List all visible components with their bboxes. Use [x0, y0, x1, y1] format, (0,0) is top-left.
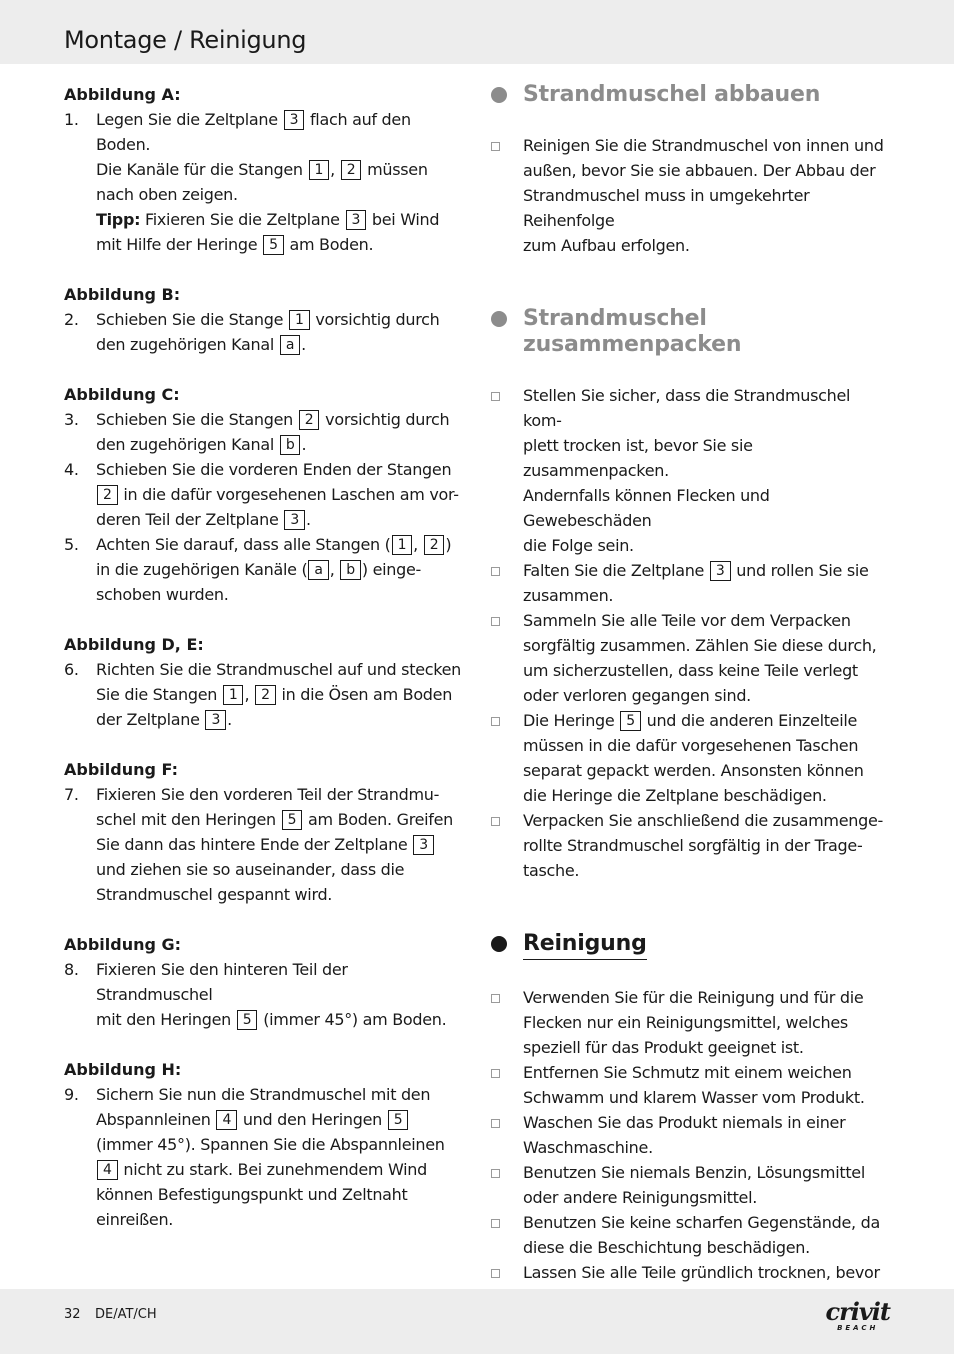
part-ref-box: 2: [255, 685, 276, 705]
text-run: .: [227, 710, 232, 729]
instruction-line: [64, 1107, 466, 1132]
text-run: rollte Strandmuschel sorgfältig in der Trage-: [523, 836, 863, 855]
text-run: deren Teil der Zeltplane: [96, 510, 284, 529]
right-section: [491, 306, 893, 883]
text-run: Falten Sie die Zeltplane: [523, 561, 709, 580]
text-run: Schieben Sie die vorderen Enden der Stangen: [96, 460, 452, 479]
title-line: Reinigung: [523, 931, 647, 956]
list-item: [491, 383, 893, 558]
page-number: 32: [64, 1307, 81, 1322]
list-item-line: [523, 1110, 893, 1135]
part-ref-box: 2: [299, 410, 320, 430]
section-heading: Abbildung B:: [64, 285, 181, 304]
instruction-line: [64, 207, 466, 232]
step-number: 3.: [64, 410, 79, 429]
checkbox-square-icon: [491, 1269, 500, 1278]
list-item-line: [523, 433, 893, 483]
left-column: [64, 82, 466, 1257]
list-item: [491, 1210, 893, 1260]
instruction-line: [64, 682, 466, 707]
text-run: flach auf den Boden.: [96, 110, 411, 154]
step-number: 1.: [64, 110, 79, 129]
text-run: mit den Heringen: [96, 1010, 236, 1029]
text-run: in die Ösen am Boden: [276, 685, 453, 704]
list-item: [491, 133, 893, 258]
section-title: [491, 931, 893, 960]
list-item-line: [523, 158, 893, 183]
text-run: separat gepackt werden. Ansonsten können: [523, 761, 864, 780]
text-run: zum Aufbau erfolgen.: [523, 236, 690, 255]
instruction-line: [64, 957, 466, 1007]
bullet-dot-icon: [491, 936, 507, 952]
text-run: Strandmuschel gespannt wird.: [96, 885, 333, 904]
step-number: 7.: [64, 785, 79, 804]
list-item-line: [523, 985, 893, 1010]
right-section: [491, 931, 893, 1335]
instruction-section: [64, 632, 466, 732]
part-ref-box: 5: [282, 810, 303, 830]
instruction-line: [64, 482, 466, 507]
bullet-dot-icon: [491, 87, 507, 103]
instruction-line: [64, 532, 466, 557]
text-run: Entfernen Sie Schmutz mit einem weichen: [523, 1063, 852, 1082]
text-run: (immer 45°). Spannen Sie die Abspannleinen: [96, 1135, 445, 1154]
text-run: sorgfältig zusammen. Zählen Sie diese durch,: [523, 636, 877, 655]
text-run: Andernfalls können Flecken und Gewebeschäden: [523, 486, 770, 530]
text-run: zusammen.: [523, 586, 614, 605]
instruction-line: [64, 557, 466, 582]
list-item-line: [523, 383, 893, 433]
part-ref-box: 5: [620, 711, 641, 731]
list-item-line: [523, 1085, 893, 1110]
text-run: Fixieren Sie den hinteren Teil der Strandmuschel: [96, 960, 348, 1004]
footer-bar: [0, 1289, 954, 1354]
instruction-line: [64, 1132, 466, 1157]
text-run: Schieben Sie die Stange: [96, 310, 288, 329]
instruction-line: [64, 307, 466, 332]
text-run: Sie die Stangen: [96, 685, 222, 704]
text-run: tasche.: [523, 861, 580, 880]
step-number: 6.: [64, 660, 79, 679]
header-bar: [0, 0, 954, 64]
tip-label: Tipp:: [96, 210, 141, 229]
text-run: ,: [329, 560, 340, 579]
step-number: 9.: [64, 1085, 79, 1104]
text-run: ,: [330, 160, 340, 179]
list-item-line: [523, 633, 893, 658]
list-item-line: [523, 133, 893, 158]
list-item-line: [523, 658, 893, 683]
checkbox-square-icon: [491, 994, 500, 1003]
section-heading: Abbildung F:: [64, 760, 178, 779]
instruction-section: [64, 1057, 466, 1232]
list-item: [491, 708, 893, 808]
part-ref-box: 3: [346, 210, 367, 230]
text-run: außen, bevor Sie sie abbauen. Der Abbau der: [523, 161, 876, 180]
step-number: 4.: [64, 460, 79, 479]
text-run: bei Wind: [367, 210, 440, 229]
text-run: vorsichtig durch: [310, 310, 440, 329]
list-item: [491, 985, 893, 1060]
step-number: 5.: [64, 535, 79, 554]
instruction-section: [64, 82, 466, 257]
list-item: [491, 608, 893, 708]
step-number: 2.: [64, 310, 79, 329]
list-item-line: [523, 808, 893, 833]
part-ref-box: 5: [263, 235, 284, 255]
text-run: in die zugehörigen Kanäle (: [96, 560, 308, 579]
text-run: müssen in die dafür vorgesehenen Taschen: [523, 736, 859, 755]
instruction-section: [64, 382, 466, 607]
list-item-line: [523, 1260, 893, 1285]
text-run: oder andere Reinigungsmittel.: [523, 1188, 758, 1207]
crivit-logo: [825, 1297, 890, 1332]
text-run: .: [301, 335, 306, 354]
instruction-line: [64, 107, 466, 157]
list-item-line: [523, 1235, 893, 1260]
checkbox-square-icon: [491, 717, 500, 726]
part-ref-box: 3: [710, 561, 731, 581]
text-run: ): [445, 535, 452, 554]
text-run: schel mit den Heringen: [96, 810, 281, 829]
checkbox-square-icon: [491, 142, 500, 151]
bullet-list: [491, 985, 893, 1335]
text-run: Richten Sie die Strandmuschel auf und stecken: [96, 660, 462, 679]
list-item-line: [523, 183, 893, 233]
part-ref-box: 3: [205, 710, 226, 730]
text-run: die Heringe die Zeltplane beschädigen.: [523, 786, 827, 805]
instruction-line: [64, 782, 466, 807]
text-run: um sicherzustellen, dass keine Teile verlegt: [523, 661, 858, 680]
text-run: Verpacken Sie anschließend die zusammenge-: [523, 811, 883, 830]
section-title-text: [523, 82, 820, 107]
text-run: ,: [244, 685, 255, 704]
checkbox-square-icon: [491, 1069, 500, 1078]
text-run: Benutzen Sie niemals Benzin, Lösungsmittel: [523, 1163, 865, 1182]
bullet-dot-icon: [491, 311, 507, 327]
step-number: 8.: [64, 960, 79, 979]
part-ref-box: 2: [97, 485, 118, 505]
right-column: [491, 82, 893, 1335]
list-item: [491, 558, 893, 608]
text-run: Stellen Sie sicher, dass die Strandmuschel kom-: [523, 386, 851, 430]
list-item-line: [523, 1035, 893, 1060]
section-heading: Abbildung C:: [64, 385, 180, 404]
list-item-line: [523, 483, 893, 533]
instruction-line: [64, 807, 466, 832]
text-run: schoben wurden.: [96, 585, 229, 604]
text-run: den zugehörigen Kanal: [96, 335, 279, 354]
part-ref-box: 4: [216, 1110, 237, 1130]
bullet-list: [491, 133, 893, 258]
text-run: am Boden.: [284, 235, 374, 254]
checkbox-square-icon: [491, 1119, 500, 1128]
part-ref-box: 3: [413, 835, 434, 855]
part-ref-box: 1: [309, 160, 330, 180]
checkbox-square-icon: [491, 1219, 500, 1228]
list-item-line: [523, 233, 893, 258]
instruction-line: [64, 432, 466, 457]
text-run: Schwamm und klarem Wasser vom Produkt.: [523, 1088, 865, 1107]
list-item-line: [523, 683, 893, 708]
section-heading: Abbildung G:: [64, 935, 182, 954]
instruction-line: [64, 1007, 466, 1032]
title-line: zusammenpacken: [523, 332, 742, 357]
instruction-line: [64, 857, 466, 882]
text-run: Achten Sie darauf, dass alle Stangen (: [96, 535, 391, 554]
text-run: speziell für das Produkt geeignet ist.: [523, 1038, 804, 1057]
text-run: diese die Beschichtung beschädigen.: [523, 1238, 810, 1257]
text-run: nicht zu stark. Bei zunehmendem Wind: [118, 1160, 428, 1179]
checkbox-square-icon: [491, 617, 500, 626]
text-run: Sichern Sie nun die Strandmuschel mit den: [96, 1085, 431, 1104]
instruction-line: [64, 182, 466, 207]
instruction-line: [64, 1157, 466, 1182]
instruction-line: [64, 157, 466, 182]
logo-wordmark: crivit: [825, 1297, 890, 1326]
text-run: Fixieren Sie die Zeltplane: [140, 210, 345, 229]
list-item-line: [523, 733, 893, 758]
instruction-section: [64, 282, 466, 357]
part-ref-box: 1: [289, 310, 310, 330]
instruction-line: [64, 457, 466, 482]
title-line: Strandmuschel abbauen: [523, 82, 821, 107]
part-ref-box: b: [340, 560, 361, 580]
part-ref-box: 1: [392, 535, 413, 555]
list-item: [491, 808, 893, 883]
text-run: Strandmuschel muss in umgekehrter Reihenfolge: [523, 186, 810, 230]
checkbox-square-icon: [491, 567, 500, 576]
text-run: Sie dann das hintere Ende der Zeltplane: [96, 835, 413, 854]
text-run: Reinigen Sie die Strandmuschel von innen und: [523, 136, 884, 155]
list-item-line: [523, 1060, 893, 1085]
text-run: Lassen Sie alle Teile gründlich trocknen, bevor: [523, 1263, 880, 1282]
instruction-line: [64, 232, 466, 257]
text-run: Waschmaschine.: [523, 1138, 653, 1157]
text-run: Schieben Sie die Stangen: [96, 410, 298, 429]
checkbox-square-icon: [491, 817, 500, 826]
list-item-line: [523, 758, 893, 783]
instruction-line: [64, 707, 466, 732]
checkbox-square-icon: [491, 392, 500, 401]
instruction-line: [64, 582, 466, 607]
text-run: vorsichtig durch: [320, 410, 450, 429]
text-run: Die Kanäle für die Stangen: [96, 160, 308, 179]
text-run: den zugehörigen Kanal: [96, 435, 279, 454]
section-title: [491, 82, 893, 108]
text-run: und den Heringen: [238, 1110, 387, 1129]
instruction-line: [64, 1182, 466, 1232]
instruction-line: [64, 882, 466, 907]
text-run: plett trocken ist, bevor Sie sie zusammenpacken.: [523, 436, 753, 480]
text-run: und die anderen Einzelteile: [641, 711, 858, 730]
list-item-line: [523, 1135, 893, 1160]
list-item-line: [523, 1185, 893, 1210]
list-item-line: [523, 1160, 893, 1185]
part-ref-box: 1: [223, 685, 244, 705]
text-run: Fixieren Sie den vorderen Teil der Strandmu-: [96, 785, 440, 804]
text-run: Legen Sie die Zeltplane: [96, 110, 283, 129]
text-run: Die Heringe: [523, 711, 620, 730]
bullet-list: [491, 383, 893, 883]
instruction-line: [64, 407, 466, 432]
text-run: der Zeltplane: [96, 710, 205, 729]
instruction-line: [64, 832, 466, 857]
text-run: ,: [413, 535, 423, 554]
text-run: .: [305, 510, 311, 529]
text-run: Abspannleinen: [96, 1110, 216, 1129]
part-ref-box: 4: [97, 1160, 118, 1180]
part-ref-box: 5: [237, 1010, 258, 1030]
text-run: können Befestigungspunkt und Zeltnaht einreißen.: [96, 1185, 408, 1229]
part-ref-box: a: [280, 335, 300, 355]
region-code: DE/AT/CH: [95, 1307, 157, 1322]
list-item-line: [523, 833, 893, 858]
section-title-text: [523, 306, 741, 357]
instruction-line: [64, 1082, 466, 1107]
list-item-line: [523, 1210, 893, 1235]
section-title: [491, 306, 893, 358]
part-ref-box: a: [308, 560, 328, 580]
part-ref-box: b: [280, 435, 301, 455]
part-ref-box: 2: [341, 160, 362, 180]
text-run: die Folge sein.: [523, 536, 634, 555]
list-item: [491, 1160, 893, 1210]
text-run: Benutzen Sie keine scharfen Gegenstände, da: [523, 1213, 880, 1232]
right-section: [491, 82, 893, 258]
section-heading: Abbildung D, E:: [64, 635, 204, 654]
list-item-line: [523, 558, 893, 583]
instruction-line: [64, 657, 466, 682]
instruction-section: [64, 932, 466, 1032]
list-item-line: [523, 1010, 893, 1035]
instruction-line: [64, 332, 466, 357]
section-heading: Abbildung H:: [64, 1060, 182, 1079]
list-item: [491, 1110, 893, 1160]
text-run: und rollen Sie sie: [731, 561, 869, 580]
section-heading: Abbildung A:: [64, 85, 181, 104]
text-run: mit Hilfe der Heringe: [96, 235, 263, 254]
text-run: Verwenden Sie für die Reinigung und für die: [523, 988, 864, 1007]
text-run: Waschen Sie das Produkt niemals in einer: [523, 1113, 846, 1132]
list-item-line: [523, 783, 893, 808]
instruction-section: [64, 757, 466, 907]
text-run: ) einge-: [361, 560, 421, 579]
list-item-line: [523, 583, 893, 608]
part-ref-box: 2: [424, 535, 445, 555]
text-run: nach oben zeigen.: [96, 185, 238, 204]
text-run: Flecken nur ein Reinigungsmittel, welches: [523, 1013, 848, 1032]
text-run: am Boden. Greifen: [303, 810, 454, 829]
text-run: Sammeln Sie alle Teile vor dem Verpacken: [523, 611, 851, 630]
instruction-line: [64, 507, 466, 532]
logo-subline: BEACH: [837, 1324, 879, 1332]
text-run: (immer 45°) am Boden.: [258, 1010, 447, 1029]
title-line: Strandmuschel: [523, 306, 707, 331]
list-item: [491, 1060, 893, 1110]
text-run: in die dafür vorgesehenen Laschen am vor-: [118, 485, 459, 504]
list-item-line: [523, 708, 893, 733]
part-ref-box: 3: [284, 510, 305, 530]
page-title: Montage / Reinigung: [64, 26, 307, 54]
text-run: und ziehen sie so auseinander, dass die: [96, 860, 405, 879]
list-item-line: [523, 533, 893, 558]
part-ref-box: 5: [388, 1110, 409, 1130]
list-item-line: [523, 608, 893, 633]
text-run: .: [301, 435, 307, 454]
text-run: oder verloren gegangen sind.: [523, 686, 751, 705]
list-item-line: [523, 858, 893, 883]
text-run: müssen: [362, 160, 428, 179]
part-ref-box: 3: [284, 110, 305, 130]
section-title-text: [523, 931, 647, 960]
checkbox-square-icon: [491, 1169, 500, 1178]
